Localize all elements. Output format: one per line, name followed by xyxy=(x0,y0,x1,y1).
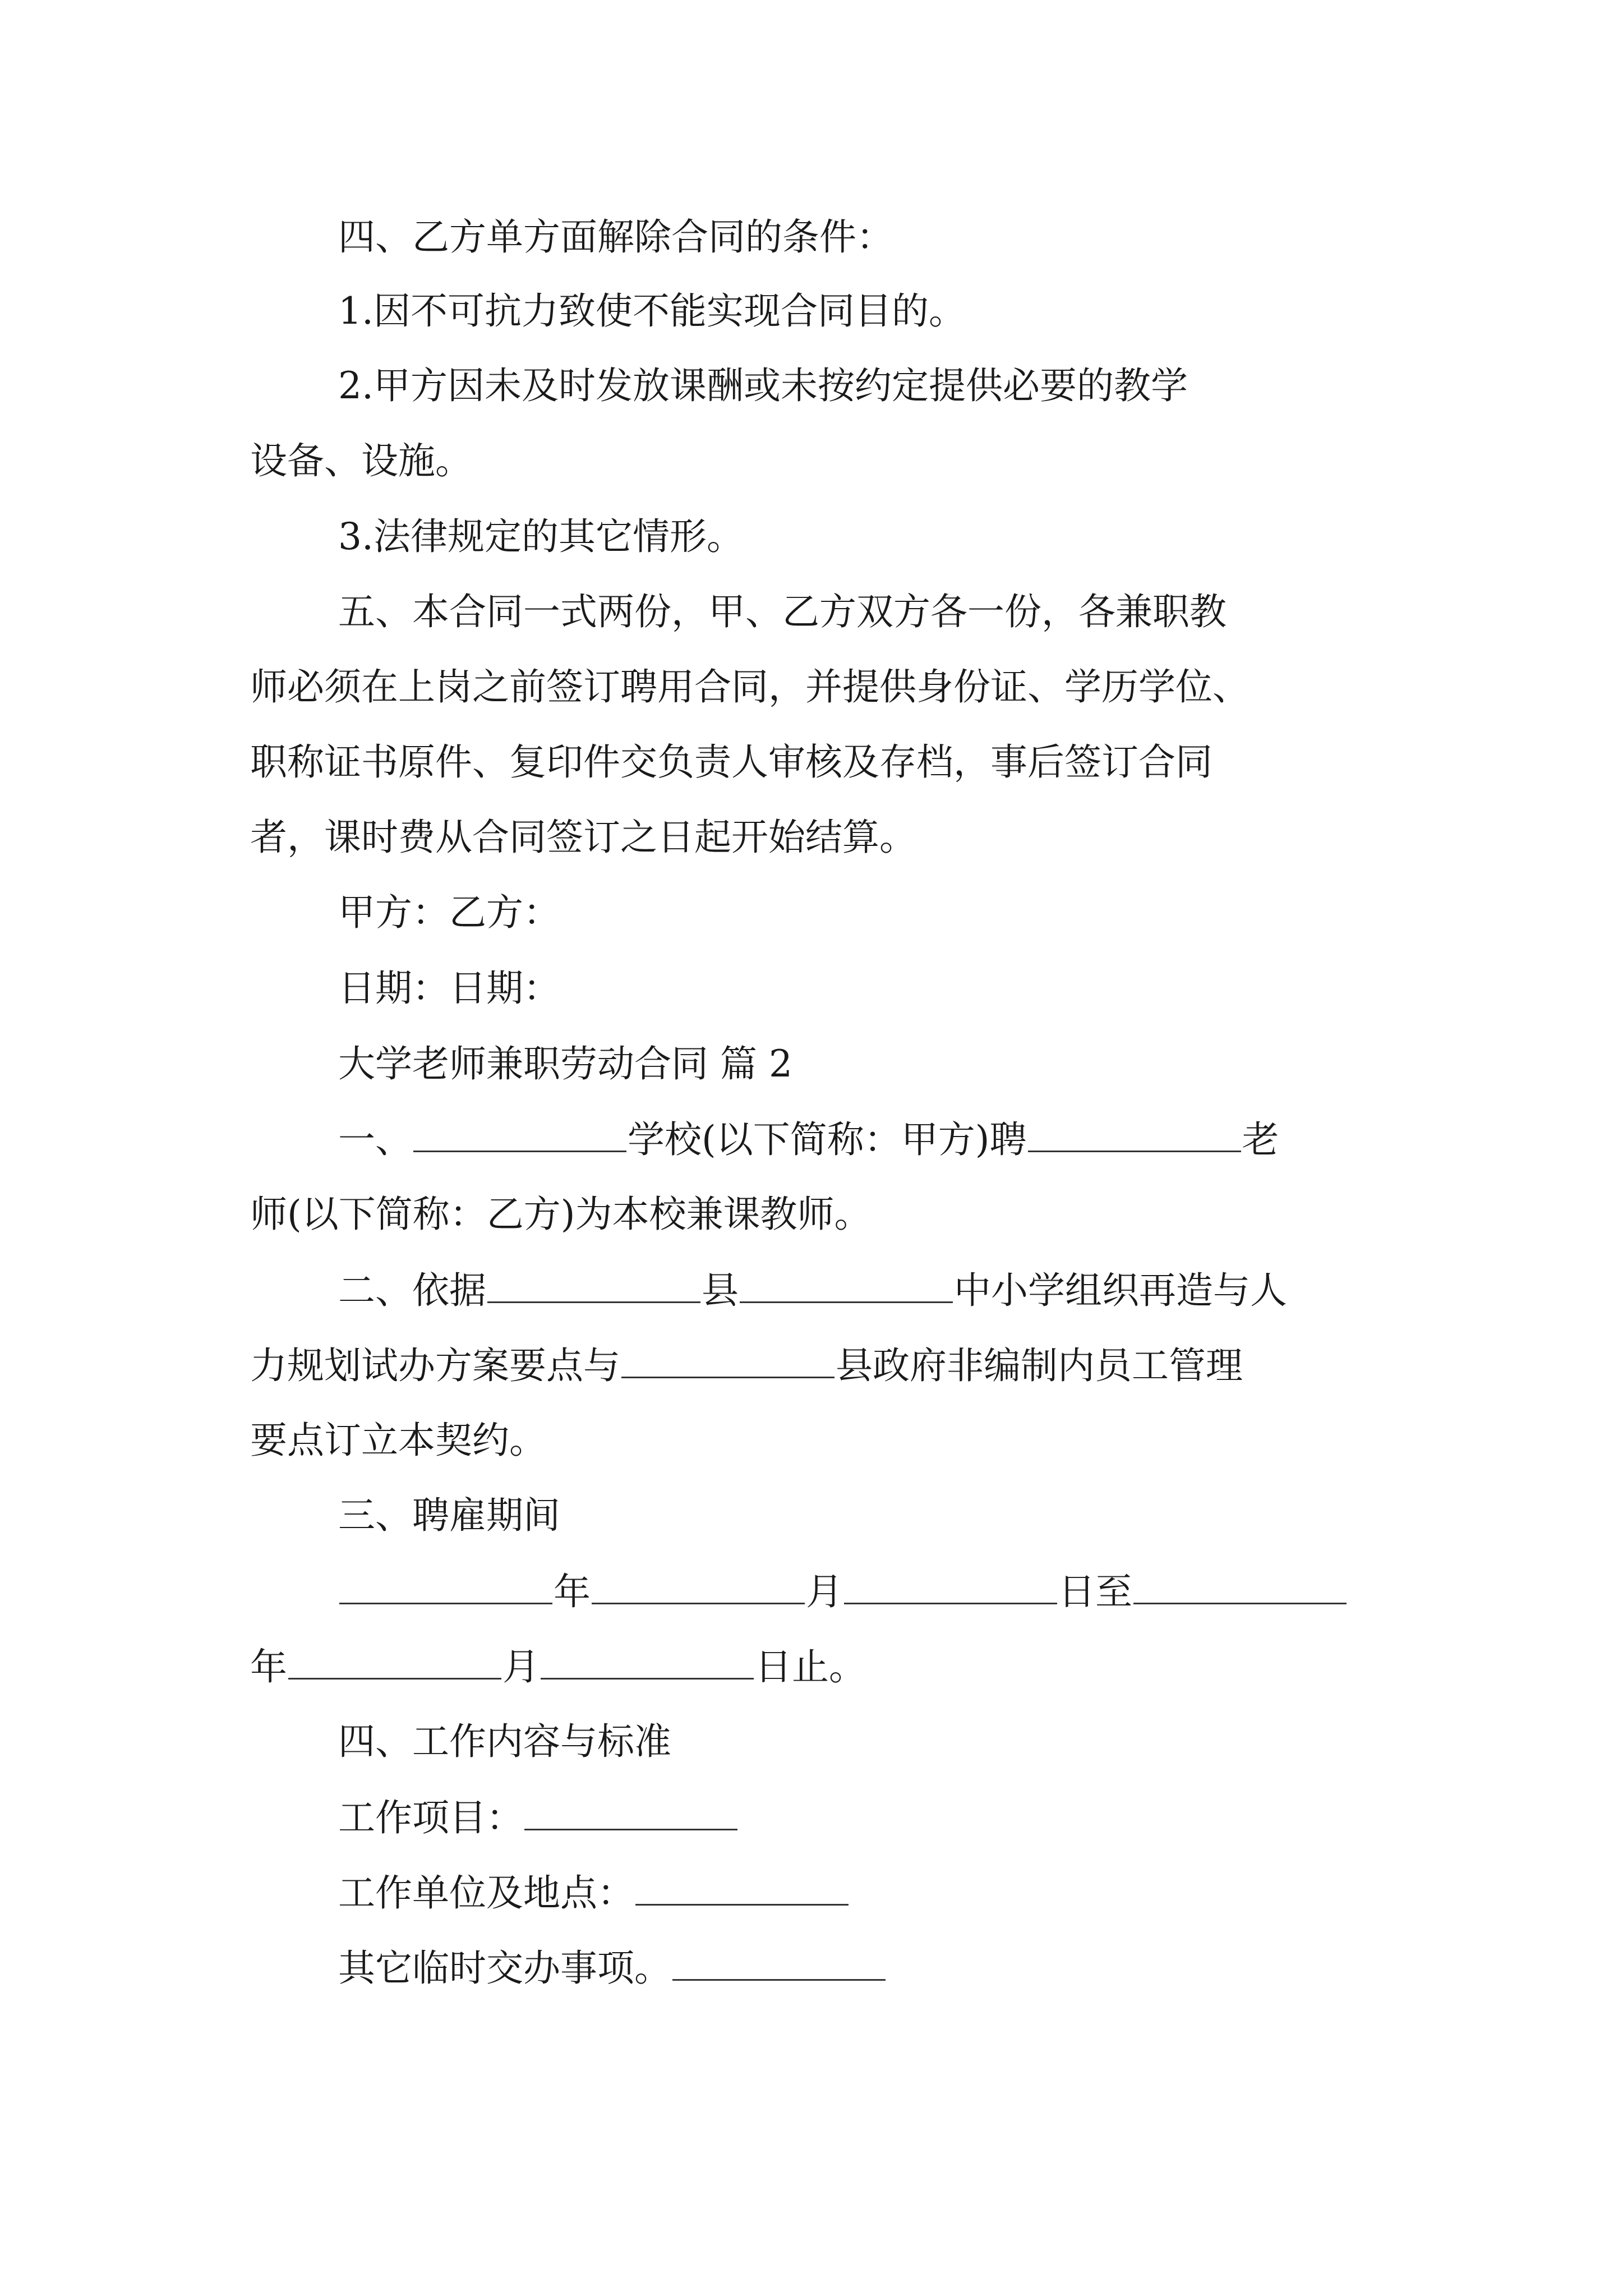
start-day-blank[interactable] xyxy=(844,1569,1057,1604)
clause-4-item-2: 2.甲方因未及时发放课酬或未按约定提供必要的教学 xyxy=(338,364,1188,407)
work-item-label: 工作项目： xyxy=(338,1796,523,1839)
start-year-blank[interactable] xyxy=(339,1569,552,1604)
start-month-label: 月 xyxy=(806,1570,843,1613)
clause-2b-end: 县政府非编制内员工管理 xyxy=(836,1344,1243,1387)
contract-clause-2 xyxy=(338,1268,1287,1313)
start-month-blank[interactable] xyxy=(592,1569,805,1604)
clause-1-prefix: 一、 xyxy=(338,1118,412,1161)
clause-2b-prefix: 力规划试办方案要点与 xyxy=(250,1344,620,1387)
end-day-label: 日止。 xyxy=(755,1645,866,1688)
county-blank-2[interactable] xyxy=(740,1268,953,1303)
clause-1-end: 老 xyxy=(1242,1118,1279,1161)
county-blank-1[interactable] xyxy=(487,1268,700,1303)
clause-5-line-2: 师必须在上岗之前签订聘用合同，并提供身份证、学历学位、 xyxy=(250,665,1249,708)
teacher-name-blank[interactable] xyxy=(1028,1117,1241,1152)
other-tasks-row xyxy=(338,1945,887,1991)
contract-clause-2-line-2 xyxy=(250,1343,1243,1388)
work-item-blank[interactable] xyxy=(524,1795,737,1830)
other-tasks-blank[interactable] xyxy=(672,1945,886,1981)
clause-5-line-3: 职称证书原件、复印件交负责人审核及存档，事后签订合同 xyxy=(250,740,1212,784)
clause-2-prefix: 二、依据 xyxy=(338,1269,486,1312)
school-name-blank[interactable] xyxy=(413,1117,626,1152)
start-year-label: 年 xyxy=(554,1570,591,1613)
contract-clause-1-cont: 师(以下简称：乙方)为本校兼课教师。 xyxy=(250,1193,872,1236)
county-blank-3[interactable] xyxy=(621,1343,834,1378)
end-day-blank[interactable] xyxy=(541,1644,754,1680)
end-month-label: 月 xyxy=(502,1645,540,1688)
clause-4-item-2-cont: 设备、设施。 xyxy=(250,439,472,482)
clause-5-line-4: 者，课时费从合同签订之日起开始结算。 xyxy=(250,816,916,859)
section-title: 大学老师兼职劳动合同 篇 2 xyxy=(338,1042,792,1085)
clause-5-line-1: 五、本合同一式两份，甲、乙方双方各一份，各兼职教 xyxy=(338,590,1227,633)
clause-2-middle: 县 xyxy=(702,1269,739,1312)
clause-1-middle: 学校(以下简称：甲方)聘 xyxy=(628,1118,1027,1161)
contract-clause-4: 四、工作内容与标准 xyxy=(338,1720,671,1763)
other-tasks-label: 其它临时交办事项。 xyxy=(338,1947,671,1990)
work-item-row xyxy=(338,1795,739,1841)
end-month-blank[interactable] xyxy=(288,1644,501,1680)
clause-2-end: 中小学组织再造与人 xyxy=(954,1269,1287,1312)
clause-4-item-1: 1.因不可抗力致使不能实现合同目的。 xyxy=(338,289,966,333)
start-day-label: 日至 xyxy=(1058,1570,1132,1613)
contract-clause-2-line-3: 要点订立本契约。 xyxy=(250,1419,546,1462)
work-place-label: 工作单位及地点： xyxy=(338,1871,634,1915)
end-year-label: 年 xyxy=(250,1645,287,1688)
signature-dates: 日期：日期： xyxy=(338,967,560,1010)
work-place-blank[interactable] xyxy=(635,1870,849,1906)
contract-clause-1 xyxy=(338,1117,1279,1162)
clause-4-item-3: 3.法律规定的其它情形。 xyxy=(338,515,744,558)
employment-period-start xyxy=(338,1569,1348,1614)
end-year-blank[interactable] xyxy=(1133,1569,1347,1604)
clause-4-heading: 四、乙方单方面解除合同的条件： xyxy=(338,215,893,259)
contract-clause-3: 三、聘雇期间 xyxy=(338,1494,560,1537)
employment-period-end xyxy=(250,1644,866,1690)
work-place-row xyxy=(338,1870,850,1916)
signature-parties: 甲方：乙方： xyxy=(338,891,560,934)
